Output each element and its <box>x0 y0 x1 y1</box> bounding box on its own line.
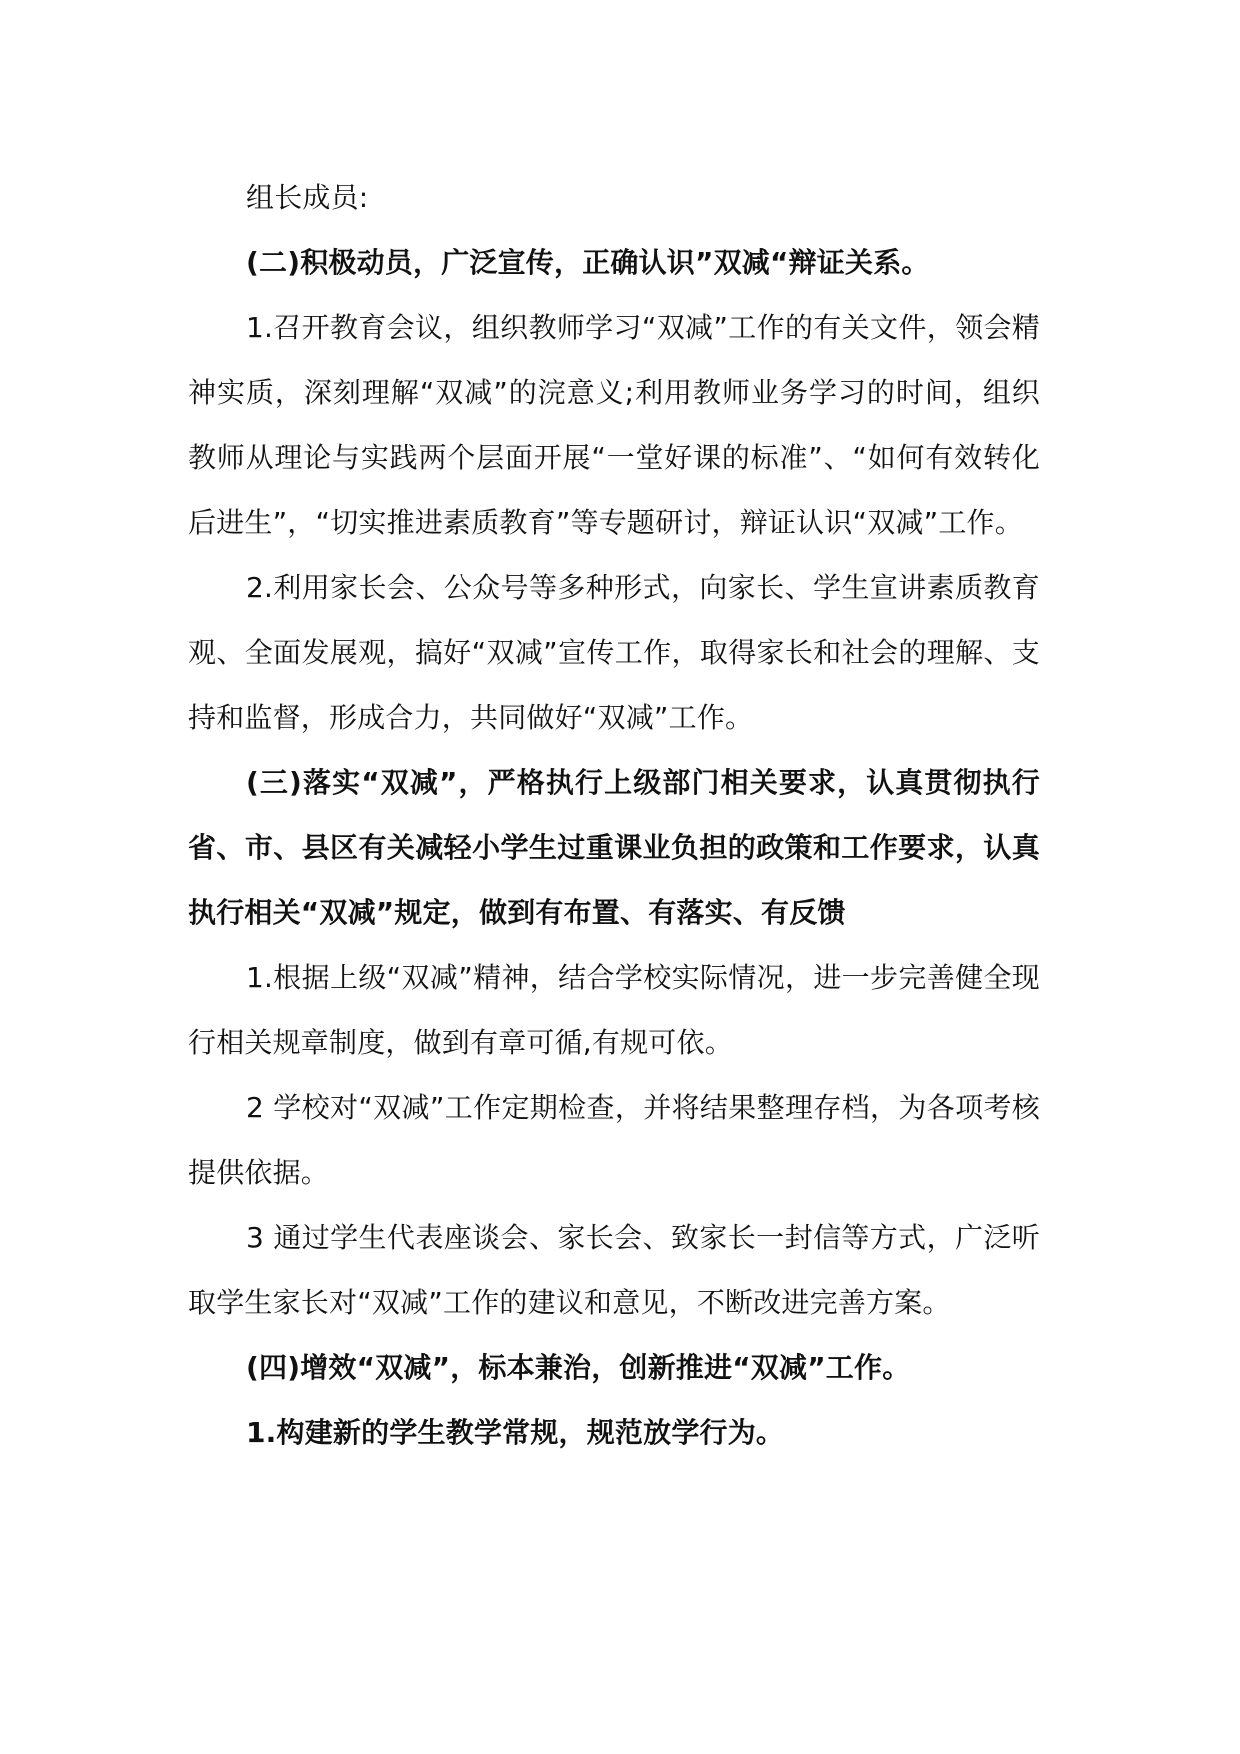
heading-section-2: (二)积极动员，广泛宣传，正确认识”双减“辩证关系。 <box>246 246 930 279</box>
paragraph-3-2: 2 学校对“双减”工作定期检查，并将结果整理存档，为各项考核提供依据。 <box>188 1091 1040 1189</box>
paragraph-team-members: 组长成员: <box>246 181 369 214</box>
paragraph-3-1: 1.根据上级“双减”精神，结合学校实际情况，进一步完善健全现行相关规章制度，做到有章可循,有规可依。 <box>188 961 1040 1059</box>
heading-section-4-1: 1.构建新的学生教学常规，规范放学行为。 <box>246 1416 785 1449</box>
heading-section-3: (三)落实“双减”，严格执行上级部门相关要求，认真贯彻执行省、市、县区有关减轻小学生过重课业负担的政策和工作要求，认真执行相关“双减”规定，做到有布置、有落实、有反馈 <box>188 766 1040 929</box>
paragraph-3-3: 3 通过学生代表座谈会、家长会、致家长一封信等方式，广泛听取学生家长对“双减”工作的建议和意见，不断改进完善方案。 <box>188 1221 1040 1319</box>
document-body <box>188 165 1040 1465</box>
paragraph-2-2: 2.利用家长会、公众号等多种形式，向家长、学生宣讲素质教育观、全面发展观，搞好“双减”宣传工作，取得家长和社会的理解、支持和监督，形成合力，共同做好“双减”工作。 <box>188 571 1040 734</box>
paragraph-2-1: 1.召开教育会议，组织教师学习“双减”工作的有关文件，领会精神实质，深刻理解“双减”的浣意义;利用教师业务学习的时间，组织教师从理论与实践两个层面开展“一堂好课的标准”、“如何有效转化后进生”，“切实推进素质教育”等专题研讨，辩证认识“双减”工作。 <box>188 311 1040 539</box>
heading-section-4: (四)增效“双减”，标本兼治，创新推进“双减”工作。 <box>246 1351 911 1384</box>
